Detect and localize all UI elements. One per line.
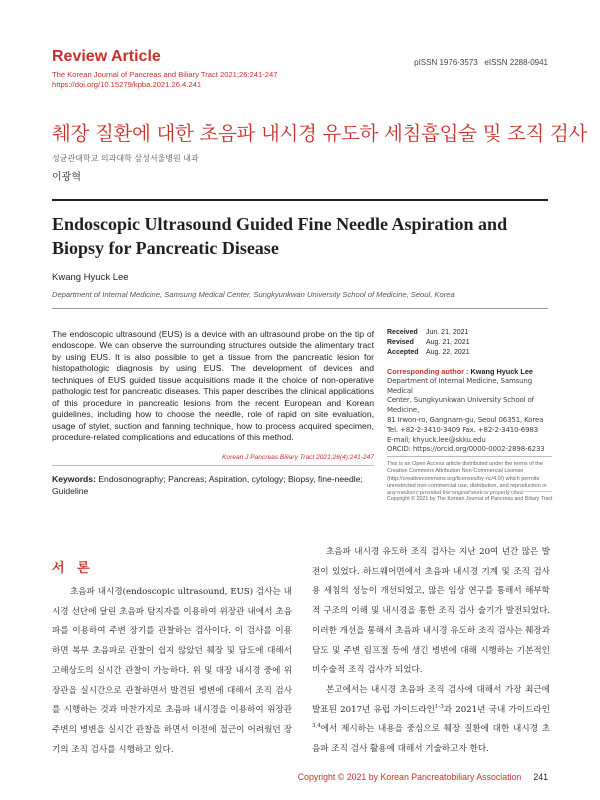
corresponding-name: Kwang Hyuck Lee (470, 367, 533, 376)
accepted-label: Accepted (387, 349, 419, 356)
received-label: Received (387, 329, 418, 336)
abstract-divider (52, 465, 374, 466)
article-dates (387, 328, 470, 358)
abstract-text: The endoscopic ultrasound (EUS) is a device with an ultrasound probe on the tip of endoscope. We can observe the surrounding structures outside the alimentary tract by using EUS. It is also possible to get a tissue from the pancreatic lesion for histopathologic diagnosis by using EUS. The development of devices and techniques of EUS guided tissue acquisitions made it the choice of non-operative pathologic test for pancreatic diseases. This paper describes the clinical applications of this procedure in pancreatic lesions from the recent European and Korean guidelines, including how to choose the needle, role of rapid on site evaluation, usage of stylet, suction and fanning technique, how to process acquired specimen, procedure-related complications and educations of this method. (52, 329, 374, 443)
sidebar-divider (387, 491, 552, 492)
corr-line: Department of Internal Medicine, Samsung Medical (387, 376, 532, 395)
corresponding-author (387, 367, 552, 455)
license-text: This is an Open Access article distributed under the terms of the Creative Commons Attribution Non-Commercial License (http://creativecommons.org/licenses/by-nc/4.0/) which permits unrestricted non-commercial use, distribution, and reproduction in any medium, provided the original work is properly cited. (387, 461, 547, 497)
body-right-column (312, 543, 550, 760)
english-affiliation: Department of Internal Medicine, Samsung Medical Center, Sungkyunkwan University School of Medicine, Seoul, Korea (52, 290, 455, 299)
keywords (52, 474, 374, 497)
footer-copyright: Copyright © 2021 by Korean Pancreatobiliary Association (297, 772, 522, 782)
revised-label: Revised (387, 339, 414, 346)
corr-line: 81 Irwon-ro, Gangnam-gu, Seoul 06351, Korea (387, 415, 544, 424)
korean-author: 이광혁 (52, 172, 81, 183)
corr-email[interactable]: E-mail; khyuck.lee@skku.edu (387, 435, 486, 444)
citation-ref[interactable]: 3,4 (312, 723, 321, 730)
para-text: 본고에서는 내시경 초음파 조직 검사에 대해서 가장 최근에 발표된 2017년 유럽 가이드라인 (312, 684, 550, 715)
article-type-label: Review Article (52, 48, 161, 65)
english-author: Kwang Hyuck Lee (52, 272, 129, 283)
revised-date: Aug. 21, 2021 (426, 339, 470, 346)
corresponding-label: Corresponding author : (387, 367, 471, 376)
page-number: 241 (533, 772, 548, 782)
section-heading: 서 론 (52, 561, 94, 576)
abstract-citation: Korean J Pancreas Biliary Tract 2021;26(4):241-247 (222, 454, 374, 461)
korean-affiliation: 성균관대학교 의과대학 삼성서울병원 내과 (52, 154, 199, 163)
page-footer (298, 772, 548, 782)
body-left-column: 초음파 내시경(endoscopic ultrasound, EUS) 검사는 내시경 선단에 달린 초음파 탐지자를 이용하여 위장관 내에서 초음파를 이용하여 주변 장기를 관찰하는 검사이다. 이 검사를 이용하면 복부 초음파로 관찰이 쉽지 않았던 췌장 및 담도에 대해서 고해상도의 실시간 관찰이 가능하다. 위 및 대장 내시경 중에 위장관을 실시간으로 관찰하면서 발견된 병변에 대해서 조직 검사를 시행하는 것과 마찬가지로 초음파 내시경을 이용하여 위장관 주변의 병변을 실시간 관찰을 하면서 이전에 접근이 어려웠던 장기의 조직 검사를 시행하고 있다. (52, 587, 292, 755)
header-divider (52, 308, 548, 309)
journal-copyright: Copyright © 2021 by The Korean Journal of Pancreas and Biliary Tract (387, 496, 553, 502)
sidebar-divider (387, 456, 552, 457)
para-text: 과 2021년 국내 가이드라인 (443, 704, 550, 715)
corr-orcid[interactable]: ORCID: https://orcid.org/0000-0002-2898-6233 (387, 445, 545, 454)
korean-title: 췌장 질환에 대한 초음파 내시경 유도하 세침흡입술 및 조직 검사 (52, 122, 588, 145)
keywords-list: Endosonography; Pancreas; Aspiration, cytology; Biopsy, fine-needle; Guideline (52, 474, 363, 496)
issn-numbers: pISSN 1976-3573 eISSN 2288-0941 (414, 58, 548, 67)
body-paragraph: 초음파 내시경 유도하 조직 검사는 지난 20여 년간 많은 발전이 있었다. 하드웨어면에서 초음파 내시경 기계 및 조직 검사용 세침의 성능이 개선되었고, 많은 임상 연구를 통해서 해부학적 구조의 이해 및 내시경을 통한 조직 검사 술기가 발전되었다. 이러한 개선을 통해서 초음파 내시경 유도하 조직 검사는 췌장과 담도 및 주변 림프절 등에 생긴 병변에 대해 시행하는 기본적인 비수술적 조직 검사가 되었다. (312, 547, 550, 676)
journal-citation: The Korean Journal of Pancreas and Biliary Tract 2021;26:241-247 (52, 70, 278, 79)
keywords-label: Keywords: (52, 474, 96, 484)
english-title: Endoscopic Ultrasound Guided Fine Needle Aspiration and Biopsy for Pancreatic Disease (52, 214, 508, 258)
corr-line: Center, Sungkyunkwan University School of Medicine, (387, 396, 534, 415)
para-text: 에서 제시하는 내용을 중심으로 췌장 질환에 대한 내시경 초음파 조직 검사 활용에 대해서 기술하고자 한다. (312, 724, 550, 755)
title-divider (52, 199, 548, 201)
accepted-date: Aug. 22, 2021 (426, 349, 470, 356)
doi-link[interactable]: https://doi.org/10.15279/kpba.2021.26.4.241 (52, 80, 202, 89)
body-paragraph (312, 681, 550, 760)
corr-phone: Tel. +82-2-3410-3409 Fax. +82-2-3410-6983 (387, 425, 538, 434)
citation-ref[interactable]: 1-3 (434, 703, 444, 710)
received-date: Jun. 21, 2021 (426, 329, 469, 336)
